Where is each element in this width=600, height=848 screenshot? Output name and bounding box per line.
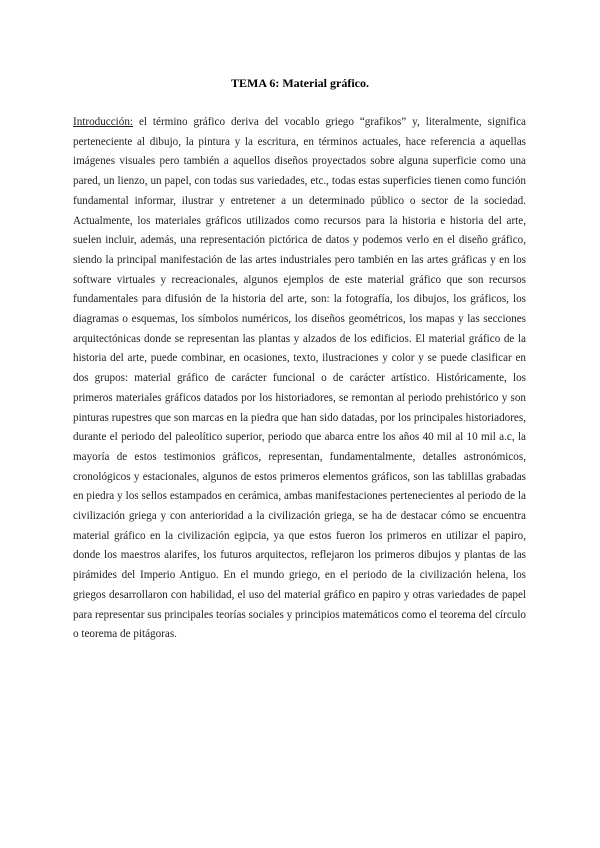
intro-label: Introducción: [73, 116, 134, 128]
body-text: el término gráfico deriva del vocablo griego “grafikos” y, literalmente, significa perteneciente al dibujo, la pintura y la escritura, en términos actuales, hace referencia a aquellas imágenes visuales pero también a aquellos diseños proyectados sobre alguna superficie como una pared, un lienzo, un papel, con todas sus variedades, etc., todas estas superficies tienen como función fundamental informar, ilustrar y entretener a un determinado público o sector de la sociedad. Actualmente, los materiales gráficos utilizados como recursos para la historia e historia del arte, suelen incluir, además, una representación pictórica de datos y podemos verlo en el diseño gráfico, siendo la principal manifestación de las artes industriales pero también en las artes gráficas y en los software virtuales y recreacionales, algunos ejemplos de este material gráfico que son recursos fundamentales para difusión de la historia del arte, son: la fotografía, los dibujos, los gráficos, los diagramas o esquemas, los símbolos numéricos, los diseños geométricos, los mapas y las secciones arquitectónicas donde se representan las plantas y alzados de los edificios. El material gráfico de la historia del arte, puede combinar, en ocasiones, texto, ilustraciones y color y se puede clasificar en dos grupos: material gráfico de carácter funcional o de carácter artístico. Históricamente, los primeros materiales gráficos datados por los historiadores, se remontan al periodo prehistórico y son pinturas rupestres que son marcas en la piedra que han sido datadas, por los principales historiadores, durante el periodo del paleolítico superior, periodo que abarca entre los años 40 mil al 10 mil a.c, la mayoría de estos testimonios gráficos, representan, fundamentalmente, detalles astronómicos, cronológicos y estacionales, algunos de estos primeros elementos gráficos, son las tablillas grabadas en piedra y los sellos estampados en cerámica, ambas manifestaciones pertenecientes al periodo de la civilización griega y con anterioridad a la civilización griega, se ha de destacar cómo se encuentra material gráfico en la civilización egipcia, ya que estos fueron los primeros en utilizar el papiro, donde los maestros alarifes, los futuros arquitectos, reflejaron los primeros dibujos y plantas de las pirámides del Imperio Antiguo. En el mundo griego, en el periodo de la civilización helena, los griegos desarrollaron con habilidad, el uso del material gráfico en papiro y otras variedades de papel para representar sus principales teorías sociales y principios matemáticos como el teorema del círculo o teorema de pitágoras. [73, 116, 526, 641]
page-title: TEMA 6: Material gráfico. [231, 76, 369, 90]
body-paragraph [73, 113, 526, 645]
